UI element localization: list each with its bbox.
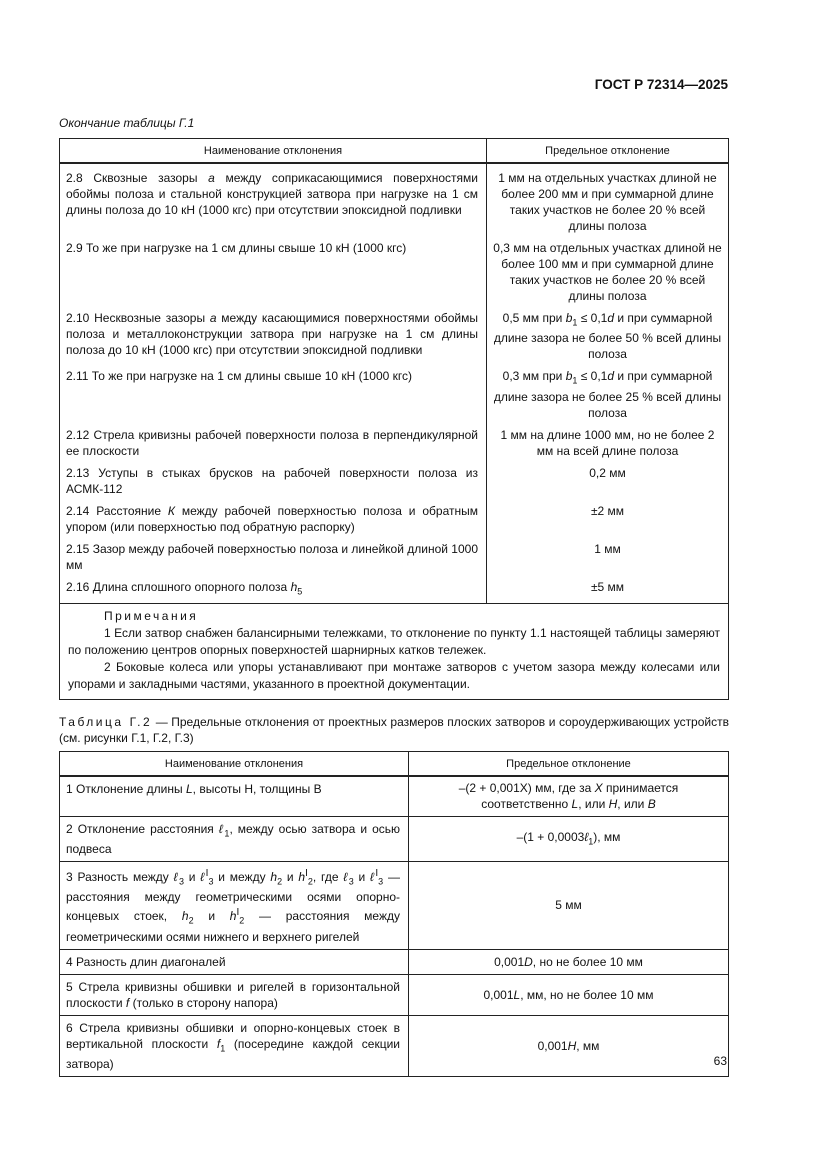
- table2-caption-text: — Предельные отклонения от проектных размеров плоских затворов и сороудерживающих устройств (см. рисунки Г.1, Г.2, Г.3): [59, 715, 729, 745]
- deviation-value-cell: 0,5 мм при $b_1 \le 0,1d$ и при суммарной длине зазора не более 50 % всей длины полоза: [487, 304, 729, 362]
- deviation-value-cell: –(2 + 0,001X) мм, где за X принимается соответственно L, или H, или B: [409, 776, 729, 816]
- deviation-value-cell: 0,3 мм при $b_1 \le 0,1d$ и при суммарной длине зазора не более 25 % всей длины полоза: [487, 362, 729, 420]
- deviation-value-cell: 0,3 мм на отдельных участках длиной не более 100 мм и при суммарной длине таких участков не более 20 % всей длины полоза: [487, 234, 729, 304]
- notes-row: [60, 604, 729, 700]
- deviation-name-cell: 6 Стрела кривизны обшивки и опорно-концевых стоек в вертикальной плоскости $f_1$ (посередине каждой секции затвора): [60, 1015, 409, 1076]
- deviation-name-cell: 2.11 То же при нагрузке на 1 см длины свыше 10 кН (1000 кгс): [60, 362, 487, 420]
- deviation-value-cell: 0,001D, но не более 10 мм: [409, 949, 729, 974]
- note-item: 1 Если затвор снабжен балансирными тележками, то отклонение по пункту 1.1 настоящей таблицы замеряют по положению центров опорных поверхностей шарнирных катков тележек.: [68, 626, 720, 658]
- document-header: ГОСТ Р 72314—2025: [594, 77, 728, 92]
- table2-caption-label: Таблица Г.2: [59, 715, 153, 729]
- table2-header-value: Предельное отклонение: [409, 752, 729, 777]
- deviation-name-cell: 2.8 Сквозные зазоры а между соприкасающимися поверхностями обоймы полоза и стальной конструкцией затвора при нагрузке на 1 см длины полоза до 10 кН (1000 кгс) при отсутствии эпоксидной подливки: [60, 163, 487, 234]
- table-row: [60, 459, 729, 497]
- table-row: [60, 861, 729, 949]
- table1-caption: Окончание таблицы Г.1: [59, 116, 195, 130]
- deviation-name-cell: 3 Разность между ℓ$_3$ и ℓ$^I_3$ и между $h_2$ и $h^I_2$, где ℓ$_3$ и ℓ$^I_3$ — расстояния между геометрическими осями опорно-концевых стоек, $h_2$ и $h^I_2$ — расстояния между геометрическими осями нижнего и верхнего ригелей: [60, 861, 409, 949]
- deviation-value-cell: –(1 + 0,0003ℓ$_1$), мм: [409, 816, 729, 861]
- note-item: 2 Боковые колеса или упоры устанавливают при монтаже затворов с учетом зазора между колесами или упорами и закладными частями, указанного в проектной документации.: [68, 660, 720, 692]
- table1-header-name: Наименование отклонения: [60, 139, 487, 164]
- deviation-name-cell: 2.9 То же при нагрузке на 1 см длины свыше 10 кН (1000 кгс): [60, 234, 487, 304]
- deviation-name-cell: 2.15 Зазор между рабочей поверхностью полоза и линейкой длиной 1000 мм: [60, 535, 487, 573]
- deviation-name-cell: 4 Разность длин диагоналей: [60, 949, 409, 974]
- deviation-name-cell: 2.16 Длина сплошного опорного полоза $h_5$: [60, 573, 487, 604]
- table-row: [60, 497, 729, 535]
- table-row: [60, 304, 729, 362]
- deviation-value-cell: ±2 мм: [487, 497, 729, 535]
- notes-title: Примечания: [104, 609, 199, 624]
- table1: [59, 138, 729, 700]
- table-row: [60, 234, 729, 304]
- table2: [59, 751, 729, 1077]
- deviation-name-cell: 1 Отклонение длины L, высоты Н, толщины В: [60, 776, 409, 816]
- table-row: [60, 974, 729, 1015]
- deviation-name-cell: 2.14 Расстояние К между рабочей поверхностью полоза и обратным упором (или поверхностью под обратную распорку): [60, 497, 487, 535]
- table-row: [60, 816, 729, 861]
- deviation-name-cell: 2.10 Несквозные зазоры а между касающимися поверхностями обоймы полоза и металлоконструкции затвора при нагрузке на 1 см длины полоза до 10 кН (1000 кгс) при отсутствии эпоксидной подливки: [60, 304, 487, 362]
- table-row: [60, 1015, 729, 1076]
- table-row: [60, 362, 729, 420]
- table2-header-name: Наименование отклонения: [60, 752, 409, 777]
- deviation-value-cell: 1 мм на длине 1000 мм, но не более 2 мм на всей длине полоза: [487, 421, 729, 459]
- notes-cell: [60, 604, 729, 700]
- deviation-value-cell: 1 мм на отдельных участках длиной не более 200 мм и при суммарной длине таких участков не более 20 % всей длины полоза: [487, 163, 729, 234]
- deviation-name-cell: 2.13 Уступы в стыках брусков на рабочей поверхности полоза из АСМК-112: [60, 459, 487, 497]
- deviation-value-cell: 0,2 мм: [487, 459, 729, 497]
- deviation-value-cell: 5 мм: [409, 861, 729, 949]
- deviation-value-cell: 0,001L, мм, но не более 10 мм: [409, 974, 729, 1015]
- deviation-value-cell: 0,001H, мм: [409, 1015, 729, 1076]
- deviation-name-cell: 5 Стрела кривизны обшивки и ригелей в горизонтальной плоскости f (только в сторону напора): [60, 974, 409, 1015]
- table-row: [60, 949, 729, 974]
- page-number: 63: [713, 1054, 727, 1068]
- table2-caption: [59, 714, 729, 746]
- table-row: [60, 776, 729, 816]
- deviation-name-cell: 2.12 Стрела кривизны рабочей поверхности полоза в перпендикулярной ее плоскости: [60, 421, 487, 459]
- table-row: [60, 163, 729, 234]
- deviation-value-cell: ±5 мм: [487, 573, 729, 604]
- table-row: [60, 535, 729, 573]
- deviation-name-cell: 2 Отклонение расстояния ℓ$_1$, между осью затвора и осью подвеса: [60, 816, 409, 861]
- deviation-value-cell: 1 мм: [487, 535, 729, 573]
- table1-header-value: Предельное отклонение: [487, 139, 729, 164]
- table-row: [60, 573, 729, 604]
- table-row: [60, 421, 729, 459]
